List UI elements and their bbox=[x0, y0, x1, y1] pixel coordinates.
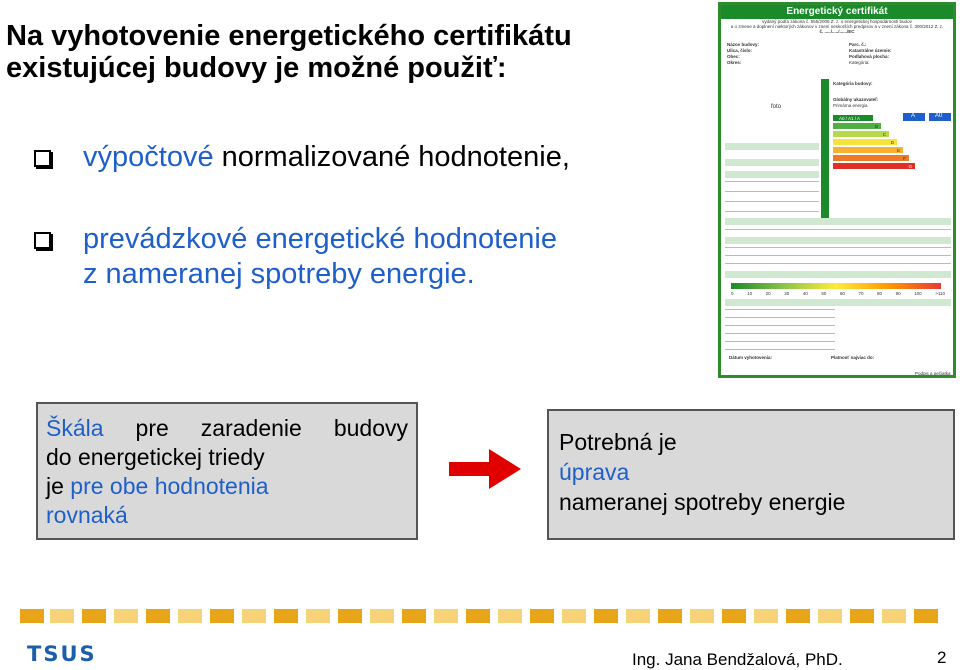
global-indicator-label: Globálny ukazovateľ: bbox=[833, 97, 879, 102]
issue-date-label: Dátum vyhotovenia: bbox=[729, 355, 773, 360]
class-bar-g: G bbox=[833, 163, 915, 169]
certificate-subtitle-1: vydaný podľa zákona č. 555/2005 Z. z. o energetickej hospodárnosti budov bbox=[762, 19, 912, 24]
certificate-number: č. ...../...../....../EC bbox=[819, 29, 855, 34]
cert-field: Obec: bbox=[727, 54, 740, 59]
cert-row bbox=[725, 143, 819, 150]
scale-note-line-1: Škála pre zaradenie budovy bbox=[46, 415, 408, 441]
category-label: Kategória budovy: bbox=[833, 81, 873, 86]
footer-decorative-strip bbox=[20, 609, 950, 627]
cert-row bbox=[725, 171, 819, 178]
class-bar-d: D bbox=[833, 139, 897, 145]
cert-line bbox=[725, 247, 951, 248]
class-result-badge: A bbox=[903, 113, 925, 121]
scale-note-box bbox=[36, 402, 418, 540]
class-bar-b: B bbox=[833, 123, 881, 129]
cert-line bbox=[725, 201, 819, 202]
adjustment-note-line-1: Potrebná je bbox=[559, 429, 677, 455]
energy-certificate-image bbox=[718, 2, 956, 378]
cert-row bbox=[725, 299, 951, 306]
author-name: Ing. Jana Bendžalová, PhD. bbox=[632, 650, 843, 669]
cert-row bbox=[725, 159, 819, 166]
cert-field: Ulica, číslo: bbox=[727, 48, 753, 53]
class-bar-a: A0 / A1 / A bbox=[833, 115, 873, 121]
primary-energy-label: Primárna energia bbox=[833, 103, 868, 108]
adjustment-note-box bbox=[547, 409, 955, 540]
cert-field: Názov budovy: bbox=[727, 42, 760, 47]
cert-line bbox=[725, 229, 951, 230]
class-bar-f: F bbox=[833, 155, 909, 161]
scale-note-line-3: je pre obe hodnotenia bbox=[46, 473, 269, 499]
certificate-subtitle-2: a o zmene a doplnení niektorých zákonov v znení neskorších predpisov a v znení zákona č. 300/2012 Z. z. bbox=[730, 24, 944, 29]
scale-note-line-2: do energetickej triedy bbox=[46, 444, 265, 470]
slide-title bbox=[6, 20, 706, 84]
co2-scale-ticks: 0 10 20 30 40 50 60 70 80 90 100 >110 bbox=[731, 291, 945, 296]
cert-field: Kategória: bbox=[849, 60, 870, 65]
cert-line bbox=[725, 341, 835, 342]
scale-note-line-4: rovnaká bbox=[46, 502, 128, 528]
cert-line bbox=[725, 255, 951, 256]
adjustment-note-line-3: nameranej spotreby energie bbox=[559, 489, 846, 515]
signature-label: Podpis a pečiatka bbox=[915, 371, 951, 376]
bullet-2-line-2: z nameranej spotreby energie. bbox=[83, 258, 475, 290]
class-bar-e: E bbox=[833, 147, 903, 153]
co2-scale-bar bbox=[731, 283, 941, 289]
checkbox-bullet-icon bbox=[34, 232, 51, 249]
checkbox-bullet-icon bbox=[34, 150, 51, 167]
cert-row bbox=[725, 237, 951, 244]
title-line-2: existujúcej budovy je možné použiť: bbox=[6, 52, 507, 84]
class-bar-c: C bbox=[833, 131, 889, 137]
cert-line bbox=[725, 263, 951, 264]
right-arrow-icon bbox=[449, 449, 521, 489]
cert-field: Okres: bbox=[727, 60, 742, 65]
tsus-logo: TSUS bbox=[27, 642, 97, 666]
cert-line bbox=[725, 349, 835, 350]
cert-row bbox=[725, 218, 951, 225]
cert-field: Parc. č.: bbox=[849, 42, 867, 47]
cert-line bbox=[725, 333, 835, 334]
certificate-side-band bbox=[821, 79, 829, 219]
cert-row bbox=[725, 271, 951, 278]
cert-field: Podlahová plocha: bbox=[849, 54, 890, 59]
cert-line bbox=[725, 309, 835, 310]
cert-line bbox=[725, 325, 835, 326]
class-result-badge-2: A0 bbox=[929, 113, 951, 121]
bullet-computational bbox=[34, 140, 570, 175]
title-line-1: Na vyhotovenie energetického certifikátu bbox=[6, 20, 572, 52]
valid-until-label: Platnosť najviac do: bbox=[831, 355, 875, 360]
bullet-1-text: normalizované hodnotenie, bbox=[213, 141, 570, 173]
cert-line bbox=[725, 191, 819, 192]
page-number: 2 bbox=[937, 648, 947, 667]
cert-line bbox=[725, 211, 819, 212]
adjustment-note-line-2: úprava bbox=[559, 459, 630, 485]
bullet-2-line-1: prevádzkové energetické hodnotenie bbox=[83, 223, 557, 255]
cert-line bbox=[725, 317, 835, 318]
bullet-operational bbox=[34, 222, 557, 292]
bullet-1-highlight: výpočtové bbox=[83, 141, 214, 173]
cert-line bbox=[725, 181, 819, 182]
photo-placeholder: foto bbox=[771, 104, 782, 110]
certificate-header: Energetický certifikát bbox=[721, 5, 953, 19]
cert-field: Katastrálne územie: bbox=[849, 48, 892, 53]
